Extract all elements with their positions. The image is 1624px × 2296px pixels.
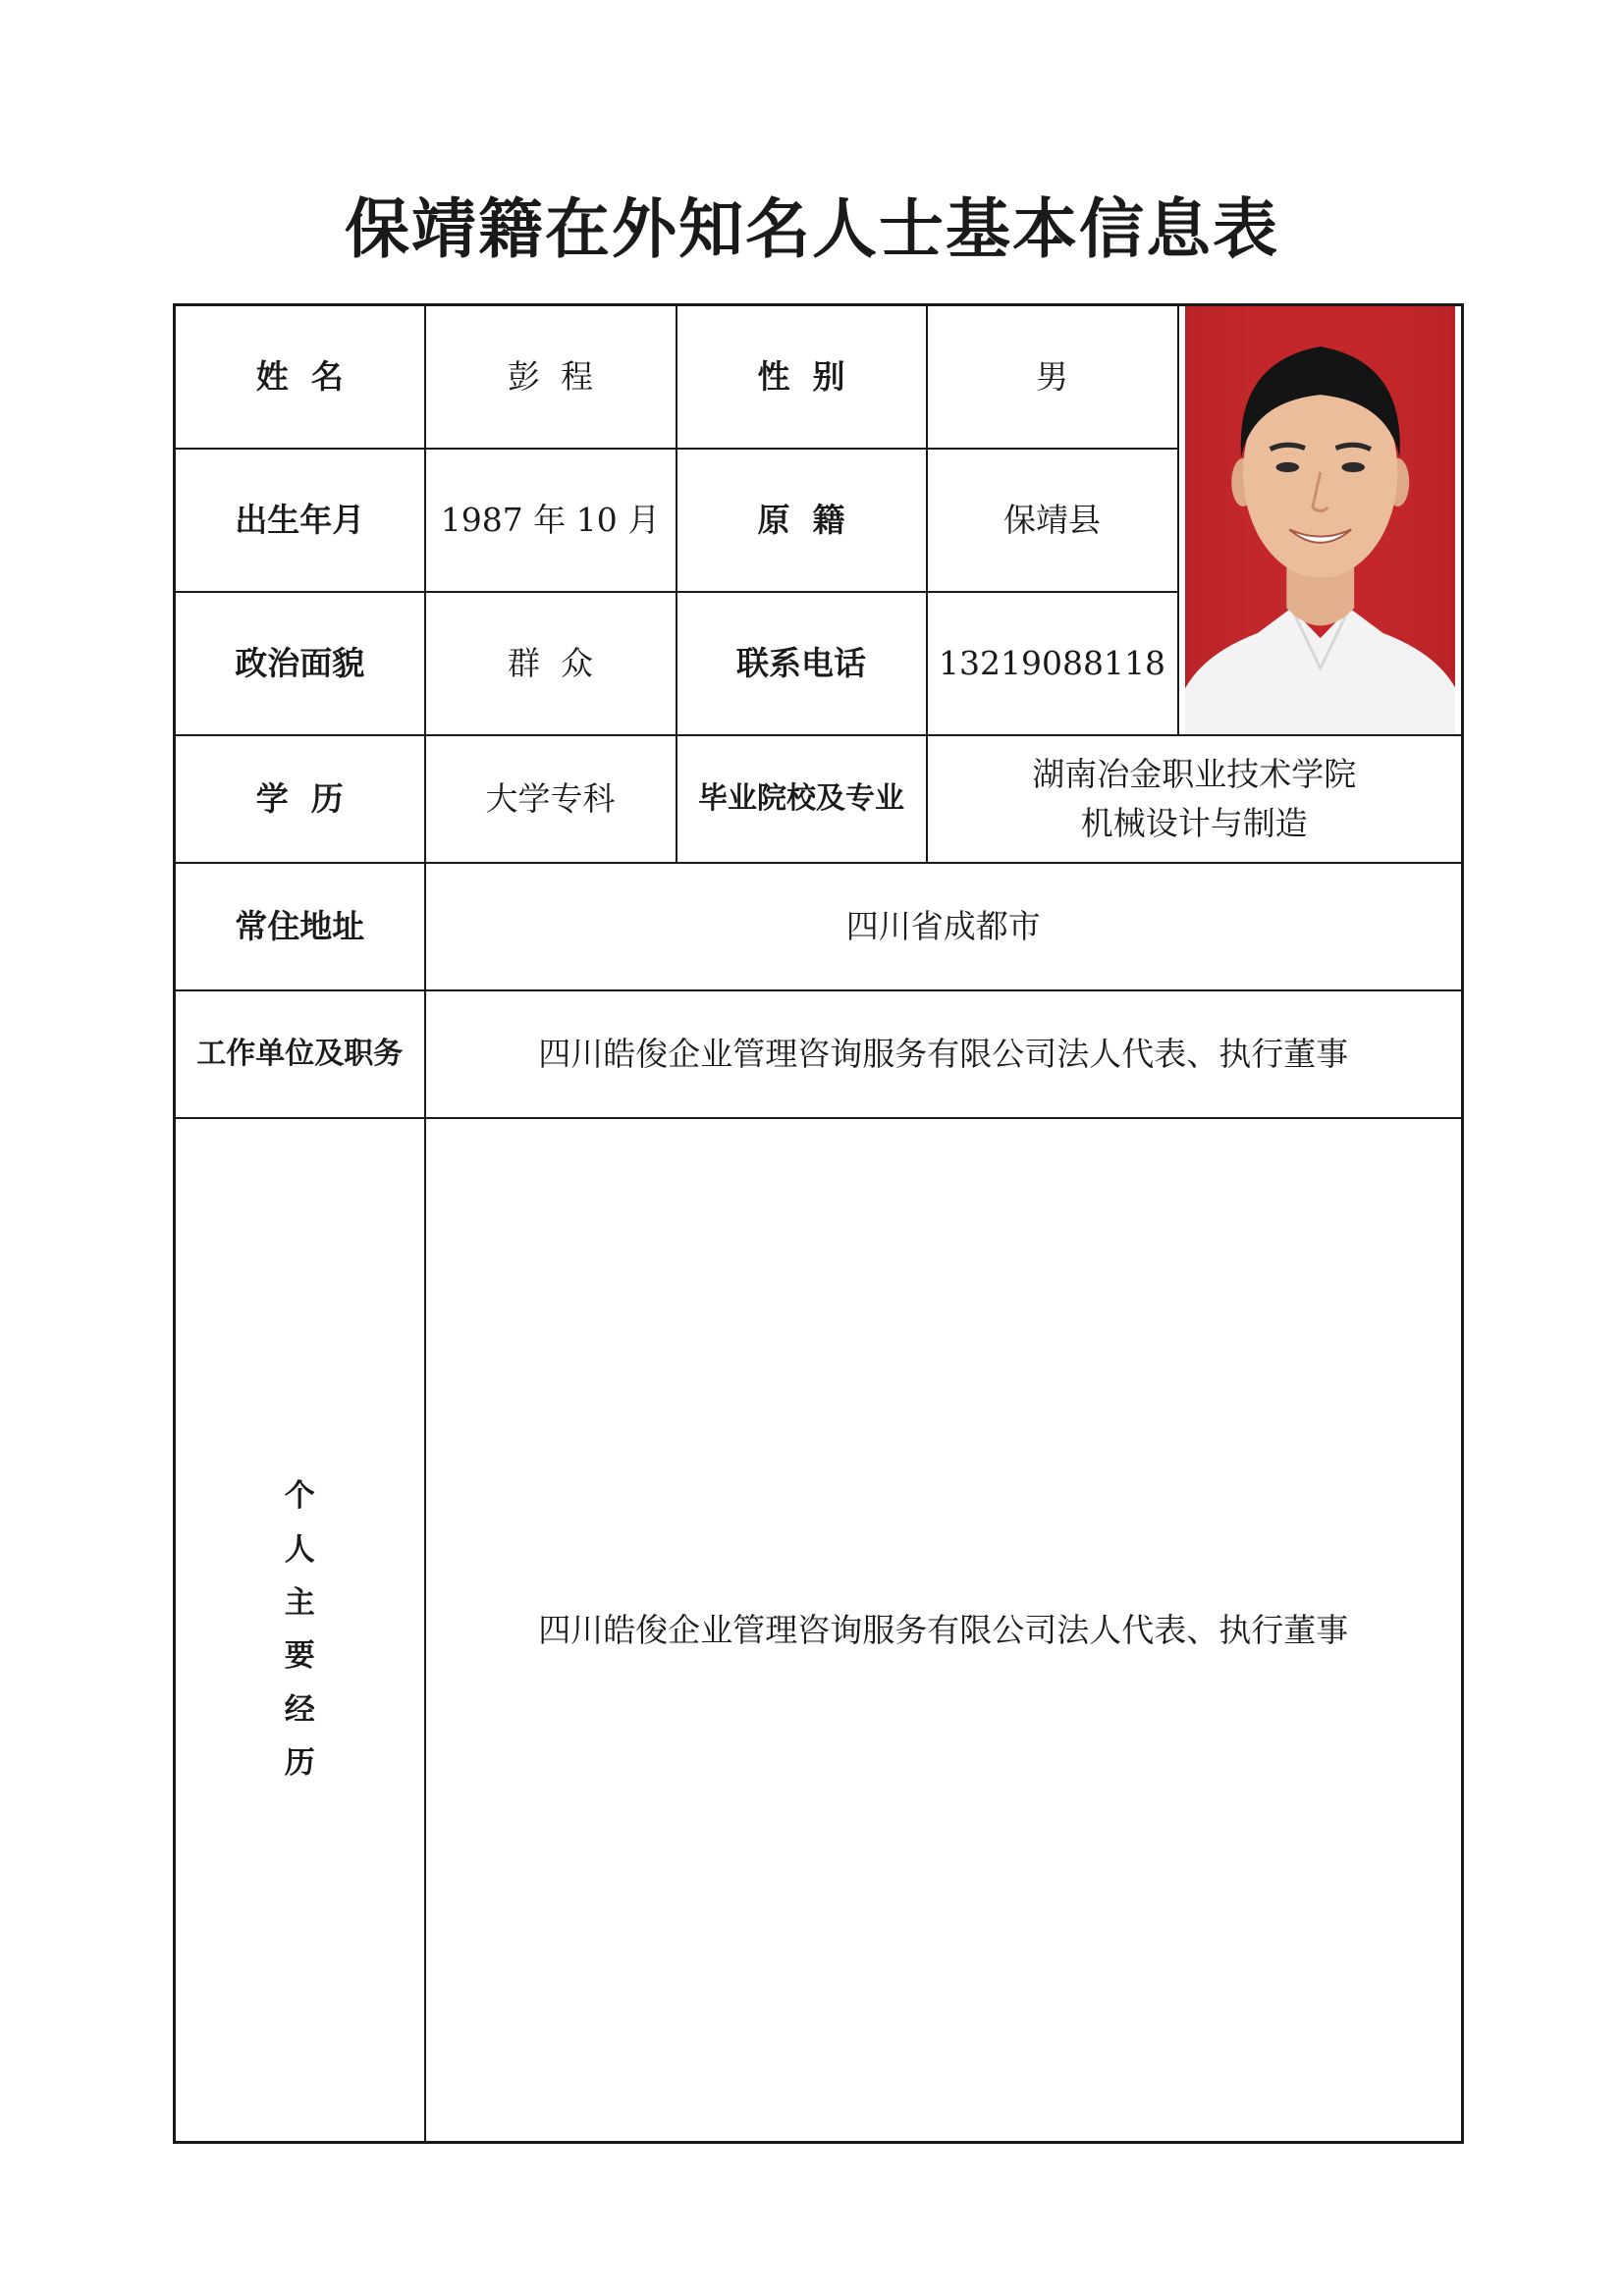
table-row [175, 735, 1463, 863]
experience-label-char: 个 [284, 1478, 315, 1515]
gender-value: 男 [927, 305, 1178, 449]
education-value: 大学专科 [425, 735, 677, 863]
address-value: 四川省成都市 [425, 863, 1463, 990]
table-row [175, 1118, 1463, 2143]
school-label: 毕业院校及专业 [677, 735, 927, 863]
school-value [927, 735, 1463, 863]
birth-label: 出生年月 [175, 449, 425, 592]
experience-value: 四川皓俊企业管理咨询服务有限公司法人代表、执行董事 [425, 1118, 1463, 2143]
phone-label: 联系电话 [677, 592, 927, 735]
page-title: 保靖籍在外知名人士基本信息表 [345, 190, 1279, 267]
phone-value: 13219088118 [927, 592, 1178, 735]
gender-label: 性 别 [677, 305, 927, 449]
photo-cell [1178, 305, 1463, 735]
work-label: 工作单位及职务 [175, 990, 425, 1118]
experience-label-char: 主 [284, 1584, 315, 1621]
experience-label-char: 经 [284, 1691, 315, 1728]
experience-label [175, 1118, 425, 2143]
experience-label-char: 人 [284, 1531, 315, 1568]
table-row [175, 863, 1463, 990]
name-label: 姓 名 [175, 305, 425, 449]
native-label: 原 籍 [677, 449, 927, 592]
birth-value: 1987 年 10 月 [425, 449, 677, 592]
experience-label-char: 要 [284, 1638, 315, 1675]
school-name: 湖南冶金职业技术学院 [1032, 755, 1357, 793]
address-label: 常住地址 [175, 863, 425, 990]
info-table [173, 303, 1464, 2144]
table-row [175, 990, 1463, 1118]
portrait-photo [1185, 306, 1456, 734]
native-value: 保靖县 [927, 449, 1178, 592]
experience-label-char: 历 [284, 1744, 315, 1781]
name-value: 彭 程 [425, 305, 677, 449]
education-label: 学 历 [175, 735, 425, 863]
political-label: 政治面貌 [175, 592, 425, 735]
political-value: 群 众 [425, 592, 677, 735]
work-value: 四川皓俊企业管理咨询服务有限公司法人代表、执行董事 [425, 990, 1463, 1118]
table-row [175, 305, 1463, 449]
major-name: 机械设计与制造 [1080, 803, 1308, 842]
